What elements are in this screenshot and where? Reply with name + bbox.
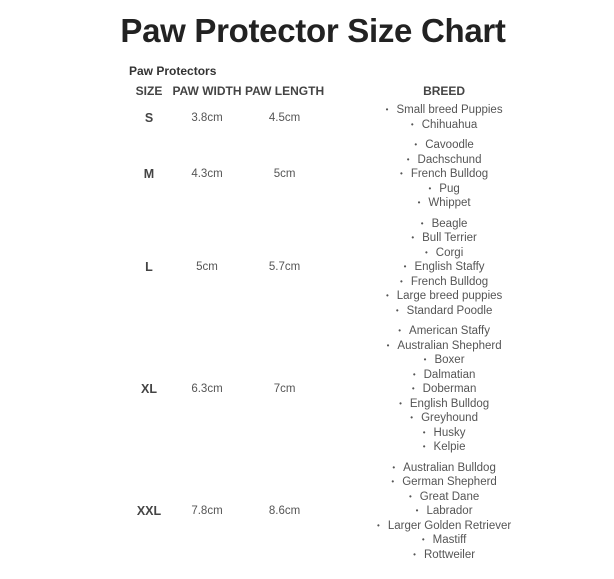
table-row <box>129 458 564 566</box>
breed-item: • Rottweiler <box>324 548 564 563</box>
breed-item: • Dalmatian <box>324 368 564 383</box>
breed-cell <box>324 135 564 214</box>
table-row <box>129 214 564 322</box>
paw-width-cell: 7.8cm <box>191 505 223 518</box>
breed-item: • Boxer <box>324 353 564 368</box>
breed-item: • Bull Terrier <box>324 231 564 246</box>
breed-item: • Chihuahua <box>324 118 564 133</box>
paw-width-cell: 5cm <box>196 261 218 274</box>
breed-item: • Large breed puppies <box>324 289 564 304</box>
breed-item: • Larger Golden Retriever <box>324 519 564 534</box>
paw-length-cell: 5cm <box>273 168 296 181</box>
breed-item: • German Shepherd <box>324 475 564 490</box>
table-row <box>129 135 564 214</box>
size-cell: XL <box>141 382 157 397</box>
breed-item: • American Staffy <box>324 324 564 339</box>
breed-item: • English Staffy <box>324 260 564 275</box>
breed-item: • Husky <box>324 426 564 441</box>
breed-item: • Great Dane <box>324 490 564 505</box>
breed-cell <box>324 321 564 458</box>
table-body <box>129 100 564 565</box>
table-row <box>129 321 564 458</box>
paw-length-cell: 4.5cm <box>268 111 301 124</box>
breed-item: • Australian Shepherd <box>324 339 564 354</box>
breed-item: • Standard Poodle <box>324 304 564 319</box>
paw-width-cell: 6.3cm <box>191 383 223 396</box>
paw-length-cell: 7cm <box>273 383 296 396</box>
paw-width-cell: 3.8cm <box>191 111 223 124</box>
size-cell: M <box>143 167 155 182</box>
breed-list <box>324 138 564 211</box>
header-breed: BREED <box>423 84 466 98</box>
breed-item: • Beagle <box>324 217 564 232</box>
page-title: Paw Protector Size Chart <box>120 12 506 49</box>
breed-list <box>324 461 564 563</box>
section-subtitle: Paw Protectors <box>129 64 217 78</box>
breed-list <box>324 324 564 455</box>
breed-item: • Doberman <box>324 382 564 397</box>
breed-item: • Australian Bulldog <box>324 461 564 476</box>
breed-cell <box>324 100 564 135</box>
paw-length-cell: 5.7cm <box>268 261 301 274</box>
breed-item: • Mastiff <box>324 533 564 548</box>
size-chart-table <box>129 82 564 565</box>
table-row <box>129 100 564 135</box>
breed-item: • French Bulldog <box>324 167 564 182</box>
header-paw-length: PAW LENGTH <box>245 84 325 98</box>
header-paw-width: PAW WIDTH <box>172 84 242 98</box>
breed-cell <box>324 458 564 566</box>
size-cell: XXL <box>136 504 162 519</box>
size-cell: L <box>145 260 153 275</box>
paw-length-cell: 8.6cm <box>268 505 301 518</box>
breed-item: • Labrador <box>324 504 564 519</box>
breed-item: • Pug <box>324 182 564 197</box>
breed-item: • Corgi <box>324 246 564 261</box>
breed-item: • Cavoodle <box>324 138 564 153</box>
breed-item: • English Bulldog <box>324 397 564 412</box>
breed-item: • Kelpie <box>324 440 564 455</box>
breed-item: • Greyhound <box>324 411 564 426</box>
breed-item: • Whippet <box>324 196 564 211</box>
breed-item: • Dachschund <box>324 153 564 168</box>
header-row <box>129 82 564 100</box>
breed-list <box>324 217 564 319</box>
breed-item: • French Bulldog <box>324 275 564 290</box>
breed-cell <box>324 214 564 322</box>
size-cell: S <box>144 110 154 125</box>
breed-item: • Small breed Puppies <box>324 103 564 118</box>
paw-width-cell: 4.3cm <box>191 168 223 181</box>
breed-list <box>324 103 564 132</box>
header-size: SIZE <box>135 84 163 98</box>
